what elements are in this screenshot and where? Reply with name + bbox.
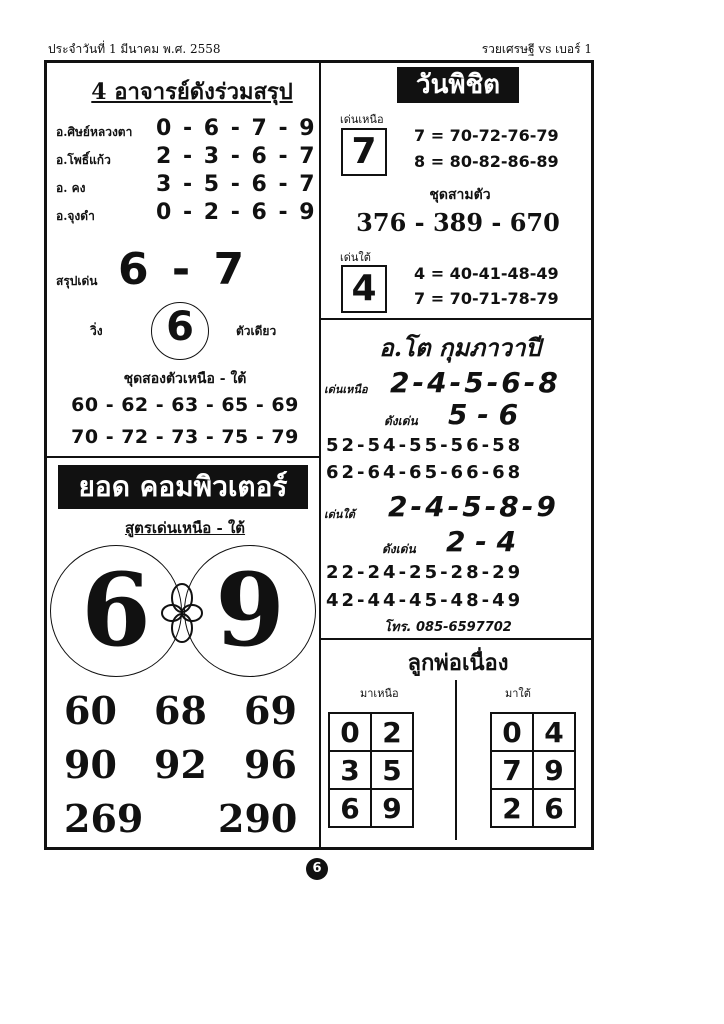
wanphichit-top-digit: 7 bbox=[341, 128, 387, 176]
wanphichit-top-row: 7 = 70-72-76-79 bbox=[414, 126, 559, 145]
big-digit-left: 6 bbox=[81, 551, 151, 669]
grid-cell: 7 bbox=[491, 751, 533, 789]
summary-value: 6 - 7 bbox=[118, 244, 249, 295]
teacher-numbers: 3 - 5 - 6 - 7 bbox=[156, 172, 317, 197]
summary-label: สรุปเด่น bbox=[56, 274, 98, 288]
right-section-divider-2 bbox=[320, 638, 593, 640]
computer-number: 269 bbox=[64, 796, 144, 841]
computer-number: 92 bbox=[154, 742, 207, 787]
grid-cell: 5 bbox=[371, 751, 413, 789]
pairs-title: ชุดสองตัวเหนือ - ใต้ bbox=[123, 371, 247, 387]
grid-cell: 2 bbox=[491, 789, 533, 827]
wanphichit-title: วันพิชิต bbox=[397, 67, 519, 103]
pairs-top-row: 60 - 62 - 63 - 65 - 69 bbox=[71, 394, 299, 416]
grid-cell: 9 bbox=[371, 789, 413, 827]
ato-top-sub-label: ดังเด่น bbox=[384, 414, 418, 428]
computer-title: ยอด คอมพิวเตอร์ bbox=[58, 465, 308, 509]
wanphichit-top-label: เด่นเหนือ bbox=[340, 113, 384, 126]
wanphichit-bottom-digit: 4 bbox=[341, 265, 387, 313]
grid-cell: 4 bbox=[533, 713, 575, 751]
wanphichit-three-label: ชุดสามตัว bbox=[429, 187, 491, 203]
computer-number: 290 bbox=[218, 796, 298, 841]
wanphichit-bottom-row: 7 = 70-71-78-79 bbox=[414, 289, 559, 308]
grid-cell: 6 bbox=[329, 789, 371, 827]
grid-cell: 3 bbox=[329, 751, 371, 789]
column-divider bbox=[319, 62, 321, 848]
grid-cell: 9 bbox=[533, 751, 575, 789]
teachers-title: 4 อาจารย์ดังร่วมสรุป bbox=[91, 79, 293, 105]
luk-right-grid bbox=[490, 712, 576, 828]
wanphichit-three-value: 376 - 389 - 670 bbox=[356, 208, 560, 237]
teacher-name: อ.โพธิ์แก้ว bbox=[56, 153, 111, 167]
ato-bottom-digits: 2-4-5-8-9 bbox=[388, 490, 559, 523]
ato-bottom-line: 22-24-25-28-29 bbox=[326, 562, 524, 583]
computer-number: 60 bbox=[64, 688, 117, 733]
ato-phone: โทร. 085-6597702 bbox=[384, 620, 512, 635]
single-label: ตัวเดียว bbox=[236, 324, 277, 338]
ato-top-digits: 2-4-5-6-8 bbox=[390, 366, 561, 399]
teacher-numbers: 2 - 3 - 6 - 7 bbox=[156, 144, 317, 169]
ato-top-sub-value: 5 - 6 bbox=[448, 398, 519, 431]
luk-left-grid bbox=[328, 712, 414, 828]
run-label: วิ่ง bbox=[90, 324, 103, 338]
ato-top-label: เด่นเหนือ bbox=[324, 383, 368, 396]
ato-bottom-sub-label: ดังเด่น bbox=[382, 542, 416, 556]
luk-divider bbox=[455, 680, 457, 840]
ato-bottom-line: 42-44-45-48-49 bbox=[326, 590, 524, 611]
right-section-divider-1 bbox=[320, 318, 593, 320]
computer-formula: สูตรเด่นเหนือ - ใต้ bbox=[124, 519, 246, 537]
wanphichit-top-row: 8 = 80-82-86-89 bbox=[414, 152, 559, 171]
teacher-numbers: 0 - 2 - 6 - 9 bbox=[156, 200, 317, 225]
computer-number: 69 bbox=[244, 688, 297, 733]
wanphichit-bottom-label: เด่นใต้ bbox=[340, 251, 371, 264]
teacher-name: อ.จุงดำ bbox=[56, 209, 95, 223]
ato-bottom-label: เด่นใต้ bbox=[324, 508, 355, 521]
grid-cell: 6 bbox=[533, 789, 575, 827]
wanphichit-bottom-row: 4 = 40-41-48-49 bbox=[414, 264, 559, 283]
ato-top-line: 62-64-65-66-68 bbox=[326, 462, 524, 483]
teacher-name: อ. คง bbox=[56, 181, 86, 195]
left-section-divider bbox=[46, 456, 320, 458]
computer-number: 90 bbox=[64, 742, 117, 787]
run-value: 6 bbox=[166, 304, 194, 350]
pairs-bottom-row: 70 - 72 - 73 - 75 - 79 bbox=[71, 426, 299, 448]
grid-cell: 2 bbox=[371, 713, 413, 751]
issue-date: ประจำวันที่ 1 มีนาคม พ.ศ. 2558 bbox=[48, 42, 221, 56]
luk-left-label: มาเหนือ bbox=[360, 687, 399, 700]
ato-title: อ.โต กุมภาวาปี bbox=[379, 333, 541, 362]
ato-bottom-sub-value: 2 - 4 bbox=[446, 525, 517, 558]
big-digit-right: 9 bbox=[215, 551, 285, 669]
teacher-numbers: 0 - 6 - 7 - 9 bbox=[156, 116, 317, 141]
luk-right-label: มาใต้ bbox=[505, 687, 531, 700]
teacher-name: อ.ศิษย์หลวงตา bbox=[56, 125, 133, 139]
page-number: 6 bbox=[306, 858, 328, 880]
computer-number: 68 bbox=[154, 688, 207, 733]
computer-number: 96 bbox=[244, 742, 297, 787]
grid-cell: 0 bbox=[491, 713, 533, 751]
ato-top-line: 52-54-55-56-58 bbox=[326, 435, 524, 456]
magazine-title: รวยเศรษฐี vs เบอร์ 1 bbox=[481, 42, 592, 56]
luk-title: ลูกพ่อเนื่อง bbox=[407, 651, 509, 676]
grid-cell: 0 bbox=[329, 713, 371, 751]
